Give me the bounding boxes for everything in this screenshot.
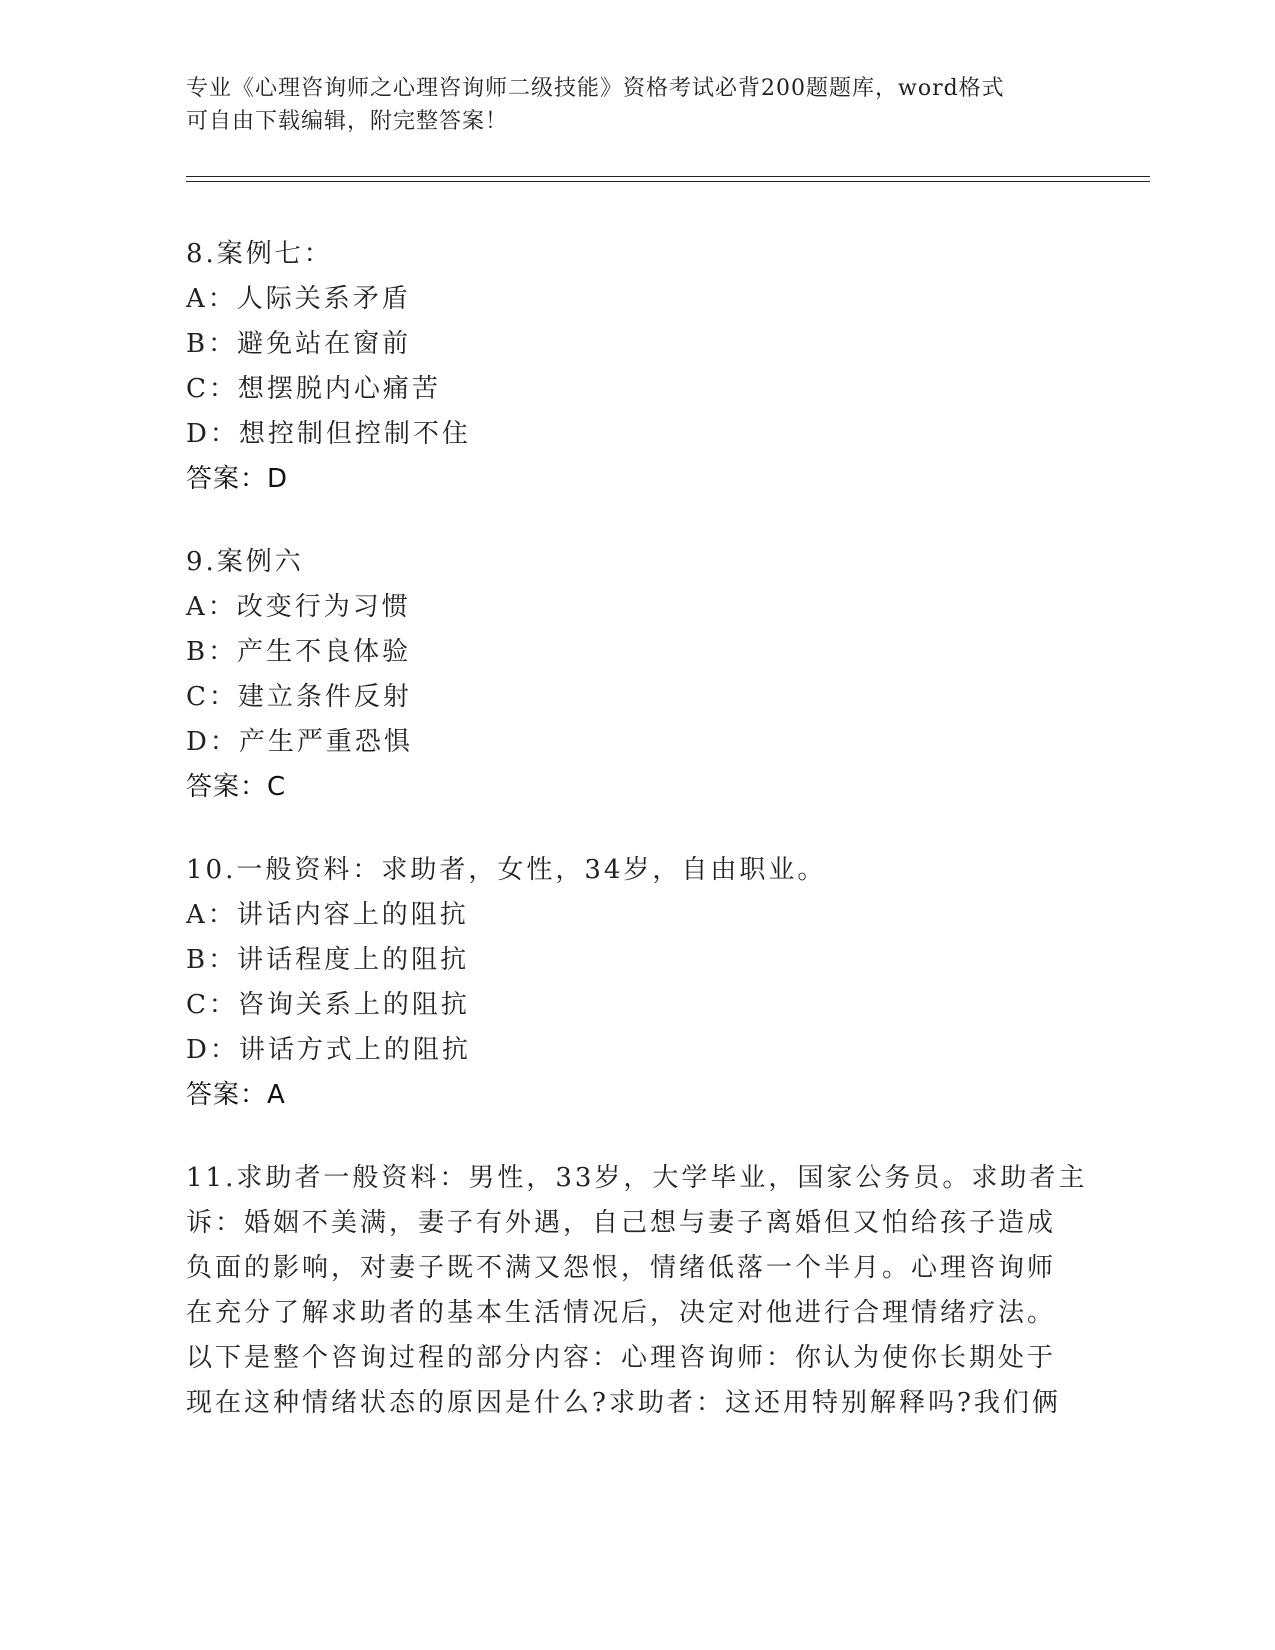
option-a: A：讲话内容上的阻抗 [186,900,469,930]
option-b: B：产生不良体验 [186,637,412,667]
option-c: C：咨询关系上的阻抗 [186,990,470,1020]
header-line-1: 专业《心理咨询师之心理咨询师二级技能》资格考试必背200题题库，word格式 [186,76,1005,101]
answer-label: 答案：C [186,772,287,802]
question-10 [186,848,1086,1118]
question-stem-line: 负面的影响，对妻子既不满又怨恨，情绪低落一个半月。心理咨询师 [186,1253,1057,1283]
question-stem-line: 现在这种情绪状态的原因是什么?求助者：这还用特别解释吗?我们俩 [186,1388,1061,1418]
question-stem: 9.案例六 [186,547,304,577]
header-divider-bottom [186,181,1150,182]
question-stem-line: 以下是整个咨询过程的部分内容：心理咨询师：你认为使你长期处于 [186,1343,1057,1373]
question-stem-line: 在充分了解求助者的基本生活情况后，决定对他进行合理情绪疗法。 [186,1298,1057,1328]
question-8 [186,232,1086,502]
question-stem-line: 诉：婚姻不美满，妻子有外遇，自己想与妻子离婚但又怕给孩子造成 [186,1208,1057,1238]
question-stem: 10.一般资料：求助者，女性，34岁，自由职业。 [186,855,827,885]
question-list [186,232,1086,1464]
question-11 [186,1156,1086,1426]
option-b: B：讲话程度上的阻抗 [186,945,470,975]
option-a: A：人际关系矛盾 [186,284,411,314]
option-d: D：想控制但控制不住 [186,419,471,449]
option-d: D：讲话方式上的阻抗 [186,1035,471,1065]
option-b: B：避免站在窗前 [186,329,412,359]
question-stem-line: 11.求助者一般资料：男性，33岁，大学毕业，国家公务员。求助者主 [186,1163,1088,1193]
option-d: D：产生严重恐惧 [186,727,413,757]
question-9 [186,540,1086,810]
option-c: C：建立条件反射 [186,682,412,712]
answer-label: 答案：D [186,464,289,494]
option-c: C：想摆脱内心痛苦 [186,374,441,404]
option-a: A：改变行为习惯 [186,592,411,622]
header-divider-top [186,176,1150,177]
document-header [186,72,1066,138]
answer-label: 答案：A [186,1080,286,1110]
header-line-2: 可自由下载编辑，附完整答案！ [186,109,509,134]
question-stem: 8.案例七： [186,239,333,269]
